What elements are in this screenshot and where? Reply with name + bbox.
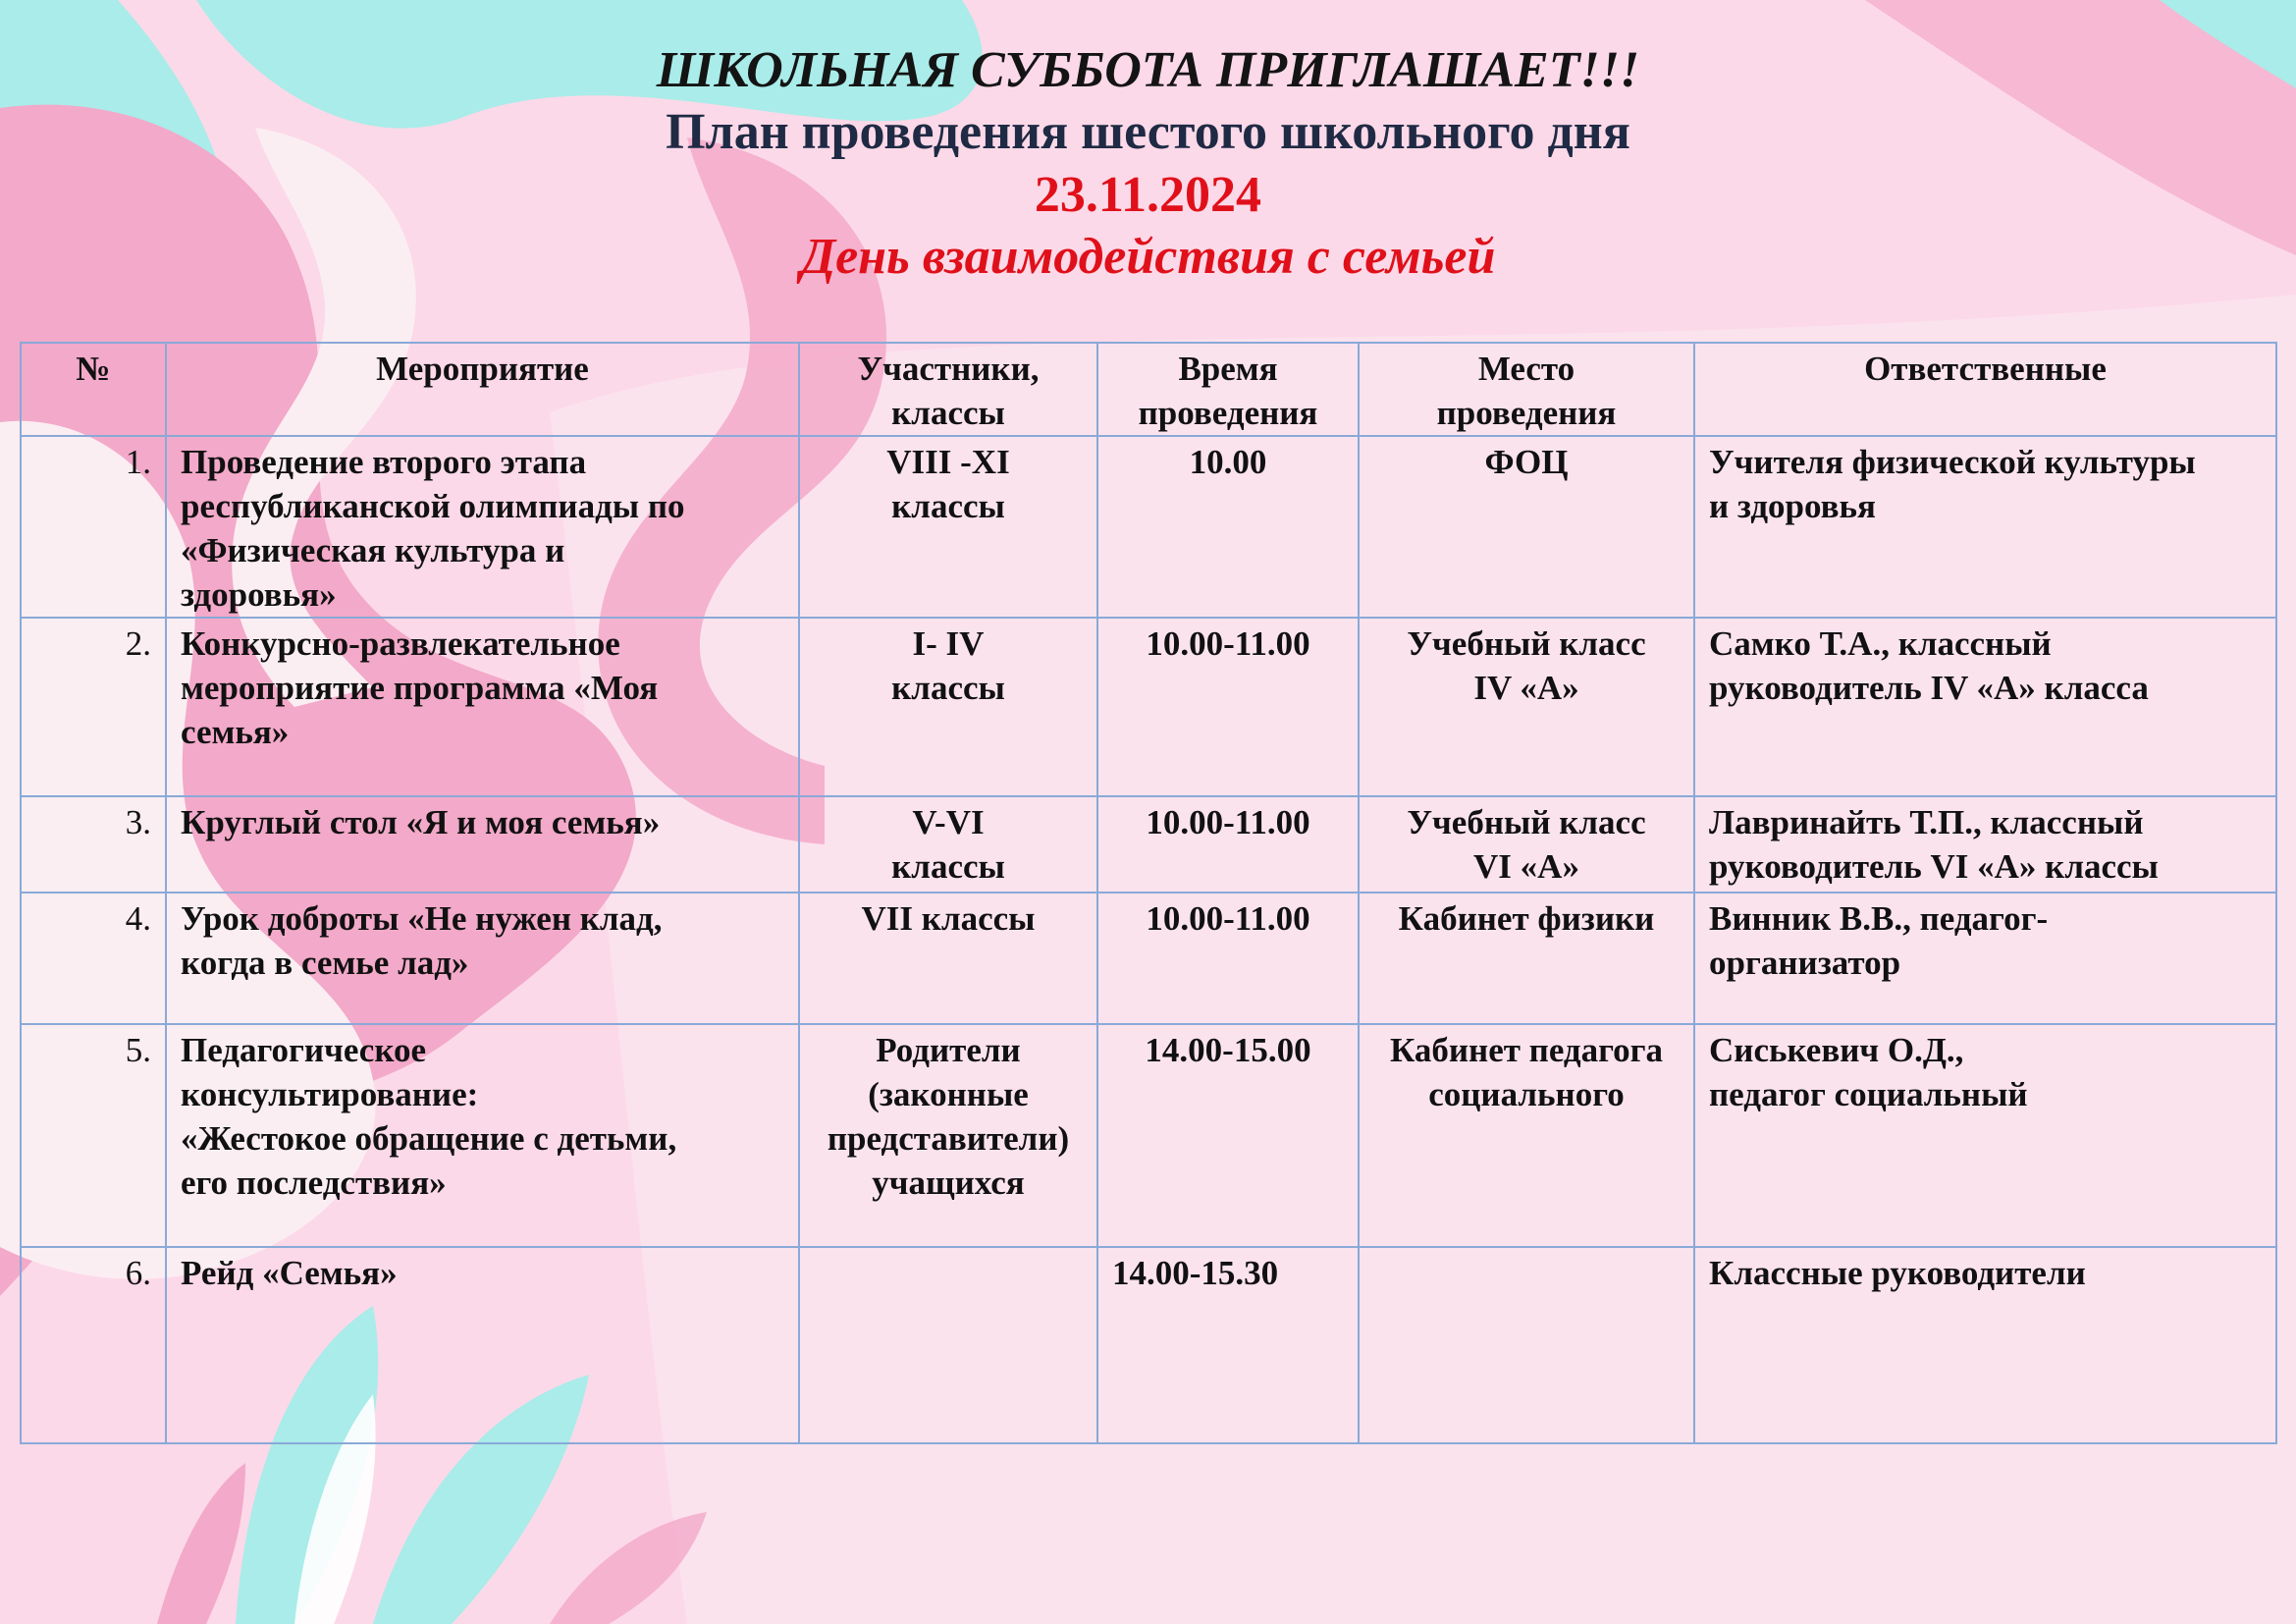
column-header-time: Время проведения [1097, 343, 1359, 436]
column-header-event: Мероприятие [166, 343, 799, 436]
participants-cell: V-VI классы [799, 796, 1097, 893]
time-cell: 10.00 [1097, 436, 1359, 618]
participants-cell: Родители (законные представители) учащихся [799, 1024, 1097, 1247]
table-row [21, 436, 2276, 618]
responsible-cell: Винник В.В., педагог- организатор [1694, 893, 2276, 1024]
event-cell: Конкурсно-развлекательное мероприятие программа «Моя семья» [166, 618, 799, 796]
table-row [21, 893, 2276, 1024]
column-header-responsible: Ответственные [1694, 343, 2276, 436]
place-cell: Кабинет физики [1359, 893, 1694, 1024]
event-date: 23.11.2024 [1034, 166, 1262, 223]
invite-title: ШКОЛЬНАЯ СУББОТА ПРИГЛАШАЕТ!!! [656, 42, 1640, 98]
column-header-place: Место проведения [1359, 343, 1694, 436]
time-cell: 10.00-11.00 [1097, 796, 1359, 893]
responsible-cell: Самко Т.А., классный руководитель IV «А» класса [1694, 618, 2276, 796]
participants-cell [799, 1247, 1097, 1443]
row-number: 3. [21, 796, 166, 893]
row-number: 1. [21, 436, 166, 618]
day-theme: День взаимодействия с семьей [800, 229, 1496, 286]
participants-cell: VII классы [799, 893, 1097, 1024]
table-row [21, 1247, 2276, 1443]
responsible-cell: Сиськевич О.Д., педагог социальный [1694, 1024, 2276, 1247]
plan-title: План проведения шестого школьного дня [666, 104, 1630, 161]
row-number: 4. [21, 893, 166, 1024]
row-number: 6. [21, 1247, 166, 1443]
event-cell: Педагогическое консультирование: «Жестокое обращение с детьми, его последствия» [166, 1024, 799, 1247]
responsible-cell: Лавринайть Т.П., классный руководитель VI «А» классы [1694, 796, 2276, 893]
place-cell: Кабинет педагога социального [1359, 1024, 1694, 1247]
event-cell: Круглый стол «Я и моя семья» [166, 796, 799, 893]
column-header-num: № [21, 343, 166, 436]
event-cell: Рейд «Семья» [166, 1247, 799, 1443]
responsible-cell: Учителя физической культуры и здоровья [1694, 436, 2276, 618]
time-cell: 10.00-11.00 [1097, 618, 1359, 796]
place-cell: ФОЦ [1359, 436, 1694, 618]
row-number: 5. [21, 1024, 166, 1247]
place-cell [1359, 1247, 1694, 1443]
column-header-participants: Участники, классы [799, 343, 1097, 436]
place-cell: Учебный класс VI «А» [1359, 796, 1694, 893]
place-cell: Учебный класс IV «А» [1359, 618, 1694, 796]
table-header-row [21, 343, 2276, 436]
responsible-cell: Классные руководители [1694, 1247, 2276, 1443]
row-number: 2. [21, 618, 166, 796]
time-cell: 10.00-11.00 [1097, 893, 1359, 1024]
time-cell: 14.00-15.30 [1097, 1247, 1359, 1443]
event-cell: Проведение второго этапа республиканской олимпиады по «Физическая культура и здоровья» [166, 436, 799, 618]
schedule-table [20, 342, 2277, 1444]
table-row [21, 1024, 2276, 1247]
participants-cell: VIII -XI классы [799, 436, 1097, 618]
table-row [21, 796, 2276, 893]
event-cell: Урок доброты «Не нужен клад, когда в семье лад» [166, 893, 799, 1024]
table-row [21, 618, 2276, 796]
time-cell: 14.00-15.00 [1097, 1024, 1359, 1247]
participants-cell: I- IV классы [799, 618, 1097, 796]
page-header [0, 39, 2296, 289]
